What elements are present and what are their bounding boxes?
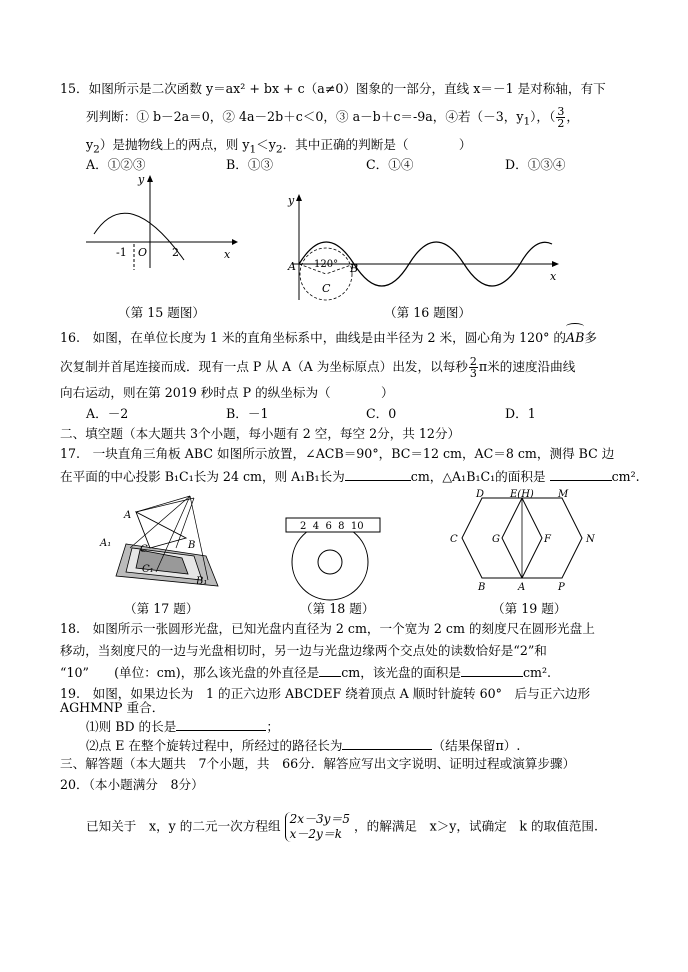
q15-line1: 15．如图所示是二次函数 y＝ax² + bx + c（a≠0）图象的一部分，直线 x＝－1 是对称轴，有下 <box>60 81 606 96</box>
fig15-two: 2 <box>172 246 179 259</box>
fig18-ruler-marks: 2 4 6 8 10 <box>300 521 364 532</box>
fig15-origin-label: O <box>138 246 148 259</box>
arc-ab: AB <box>566 330 584 345</box>
fig19-p: P <box>558 582 565 593</box>
fig16-caption: （第 16 题图） <box>384 305 472 320</box>
q15-line3: $y_2$）是抛物线上的两点，则 $y_1<y_2$．其中正确的判断是（ ） <box>86 137 472 156</box>
q16-option-d: D．1 <box>505 406 536 421</box>
q16-option-a: A．－2 <box>86 406 129 421</box>
section-3-heading: 三、解答题（本大题共 7个小题，共 66分．解答应写出文字说明、证明过程或演算步骤） <box>60 756 576 771</box>
q17-line2: 在平面的中心投影 B₁C₁长为 24 cm，则 A₁B₁长为 cm，△A₁B₁C₁的面积是 cm². <box>60 469 640 484</box>
q19-line1: 19. 如图，如果边长为 1 的正六边形 ABCDEF 绕着顶点 A 顺时针旋转 60° 后与正六边形 <box>60 686 591 701</box>
fig19-a: A <box>518 582 526 593</box>
fig16-a-label: A <box>288 260 296 273</box>
q20-title: 20．（本小题满分 8分） <box>60 777 204 792</box>
q17-line1: 17. 一块直角三角板 ABC 如图所示放置，∠ACB＝90°，BC＝12 cm，AC＝8 cm，测得 BC 边 <box>60 446 615 461</box>
equation-system: 2x－3y＝5 x－2y＝k <box>285 812 350 842</box>
fig16-c-label: C <box>322 282 331 295</box>
fig15-y-label: y <box>138 173 145 186</box>
fig15-minus-one: -1 <box>116 246 127 259</box>
fig17-caption: （第 17 题） <box>124 601 199 616</box>
q16-line3: 向右运动，则在第 2019 秒时点 P 的纵坐标为（ ） <box>60 385 394 400</box>
fig15-x-label: x <box>224 248 231 261</box>
figure-19-hexagons <box>446 488 606 598</box>
figure-17-projection <box>96 488 226 588</box>
fig16-angle-label: 120° <box>314 259 339 270</box>
q15-fraction: $\frac{3}{2}$ <box>557 105 565 130</box>
q18-line1: 18. 如图所示一张圆形光盘，已知光盘内直径为 2 cm，一个宽为 2 cm 的刻度尺在圆形光盘上 <box>60 621 595 636</box>
q15-option-b: B．①③ <box>226 157 274 172</box>
fig16-y-label: y <box>288 194 295 207</box>
fig16-x-label: x <box>550 270 557 283</box>
fig19-c: C <box>450 534 458 545</box>
section-2-heading: 二、填空题（本大题共 3个小题，每小题有 2 空，每空 2分，共 12分） <box>60 426 461 441</box>
q20-body: 已知关于 x，y 的二元一次方程组 2x－3y＝5 x－2y＝k ，的解满足 x＞y，试确定 k 的取值范围. <box>86 812 598 841</box>
q19-line2: AGHMNP 重合． <box>60 700 165 715</box>
q19-part2: ⑵点 E 在整个旋转过程中，所经过的路径长为 （结果保留π）. <box>86 738 521 753</box>
fig17-b: B <box>188 540 196 551</box>
q19-part1: ⑴则 BD 的长是 ； <box>86 719 279 734</box>
fig19-g: G <box>492 534 500 545</box>
fig17-a1: A₁ <box>100 538 112 549</box>
q18-line2: 移动，当刻度尺的一边与光盘相切时，另一边与光盘边缘两个交点处的读数恰好是“2”和 <box>60 643 547 658</box>
fig15-caption: （第 15 题图） <box>118 305 206 320</box>
q16-line2: 次复制并首尾连接而成．现有一点 P 从 A（A 为坐标原点）出发，以每秒 $\frac{2}{3}$ π米的速度沿曲线 <box>60 355 576 380</box>
fig18-caption: （第 18 题） <box>300 601 375 616</box>
q15-line2: 列判断：① b－2a＝0，② 4a－2b＋c＜0，③ a－b＋c＝-9a，④若（－3，$y_1$），（ $\frac{3}{2}$ ， <box>86 105 579 130</box>
fig19-b: B <box>478 582 486 593</box>
fig19-f: F <box>544 534 551 545</box>
figure-15-parabola <box>80 172 240 272</box>
q15-option-d: D．①③④ <box>505 157 566 172</box>
q15-option-c: C．①④ <box>366 157 414 172</box>
fig16-b-label: B <box>350 262 359 275</box>
fig19-m: M <box>558 489 569 500</box>
q16-option-b: B．－1 <box>226 406 269 421</box>
fig17-b1: B₁ <box>196 576 208 587</box>
q16-option-c: C．0 <box>366 406 397 421</box>
fig19-n: N <box>586 534 595 545</box>
fig17-c: C <box>140 544 148 555</box>
q18-line3: “10” (单位：cm)，那么该光盘的外直径是 cm，该光盘的面积是 cm². <box>60 665 552 680</box>
fig19-e: E(H) <box>510 489 534 500</box>
figure-16-wave <box>284 192 564 302</box>
fig17-c1: C₁ <box>142 564 154 575</box>
fig17-a: A <box>124 510 132 521</box>
q16-line1: 16. 如图，在单位长度为 1 米的直角坐标系中，曲线是由半径为 2 米，圆心角为 120° 的 AB多 <box>60 330 597 346</box>
fig19-caption: （第 19 题） <box>492 601 567 616</box>
q15-option-a: A．①②③ <box>86 157 146 172</box>
q16-fraction: $\frac{2}{3}$ <box>469 355 477 380</box>
figure-18-disc <box>282 510 392 602</box>
fig19-d: D <box>476 489 485 500</box>
